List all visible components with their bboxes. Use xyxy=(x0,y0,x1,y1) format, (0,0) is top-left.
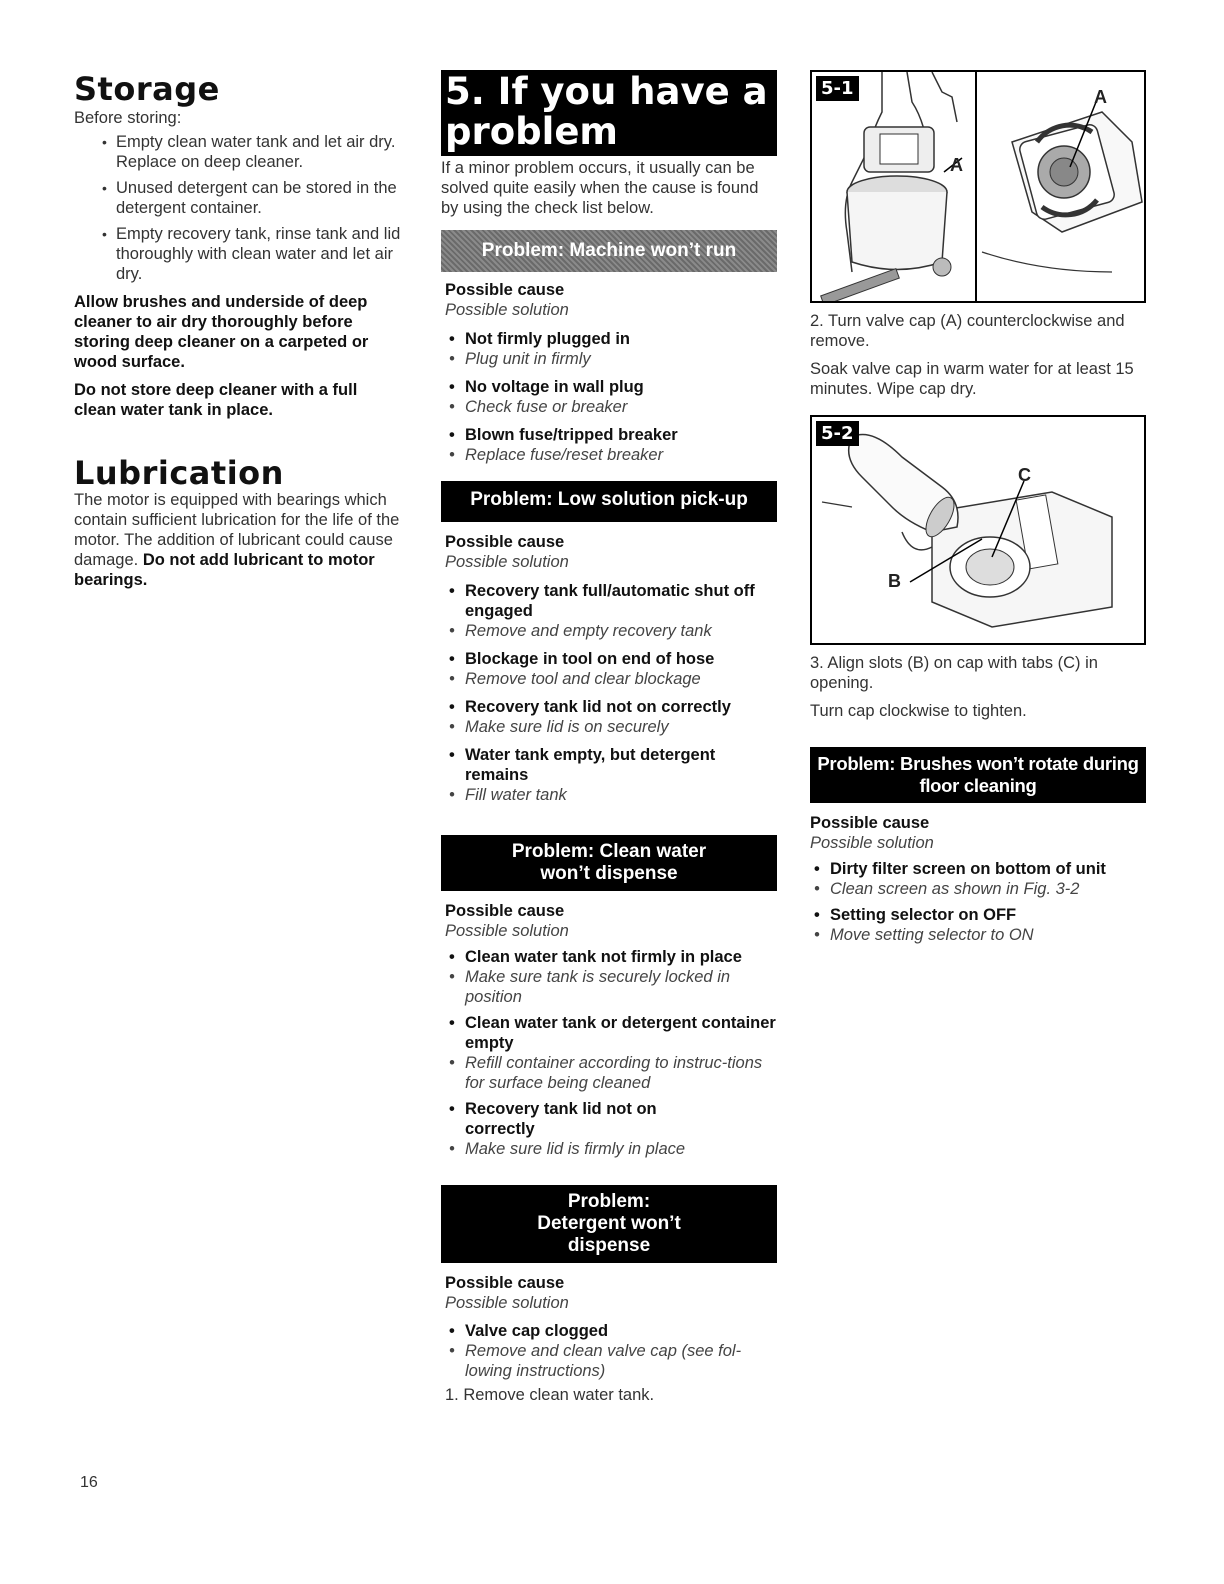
right-column xyxy=(810,70,1146,945)
solution-label: Possible solution xyxy=(445,922,569,940)
lubrication-heading: Lubrication xyxy=(74,454,284,492)
solution-item: • Fill water tank xyxy=(445,785,777,805)
callout-a-right: A xyxy=(1094,87,1107,107)
cause-item: • No voltage in wall plug xyxy=(445,377,777,397)
cause-item: • Clean water tank or detergent container empty xyxy=(445,1013,777,1053)
step-3: 3. Align slots (B) on cap with tabs (C) in opening. xyxy=(810,654,1098,692)
cause-item: • Recovery tank full/automatic shut off engaged xyxy=(445,581,777,621)
solution-label: Possible solution xyxy=(810,834,934,852)
middle-column xyxy=(441,70,777,1405)
problem-3-body xyxy=(441,901,777,1159)
storage-heading: Storage xyxy=(74,70,220,108)
solution-label: Possible solution xyxy=(445,1294,569,1312)
storage-warning-1: Allow brushes and underside of deep cleaner to air dry thoroughly before storing deep cleaner on a carpeted or wood surface. xyxy=(74,293,369,371)
title-line-1: 5. If you have a xyxy=(445,70,768,113)
step-1: 1. Remove clean water tank. xyxy=(445,1386,655,1404)
cause-item: • Not firmly plugged in xyxy=(445,329,777,349)
solution-item: • Remove and empty recovery tank xyxy=(445,621,777,641)
solution-item: • Move setting selector to ON xyxy=(810,925,1146,945)
figure-5-2-illustration xyxy=(812,417,1144,643)
cause-item: • Dirty filter screen on bottom of unit xyxy=(810,859,1146,879)
solution-label: Possible solution xyxy=(445,301,569,319)
problem-intro: If a minor problem occurs, it usually can be solved quite easily when the cause is found by using the check list below. xyxy=(441,159,759,217)
step-2: 2. Turn valve cap (A) counterclockwise and remove. xyxy=(810,312,1125,350)
soak-instructions: Soak valve cap in warm water for at least 15 minutes. Wipe cap dry. xyxy=(810,360,1134,398)
solution-item: • Make sure tank is securely locked in position xyxy=(445,967,777,1007)
cause-item: • Valve cap clogged xyxy=(445,1321,777,1341)
solution-item: • Check fuse or breaker xyxy=(445,397,777,417)
solution-item: • Replace fuse/reset breaker xyxy=(445,445,777,465)
list-item: • Empty recovery tank, rinse tank and lid thoroughly with clean water and let air dry. xyxy=(74,224,404,284)
problem-1-body xyxy=(441,280,777,465)
lubrication-warning: Do not add lubricant to motor bearings. xyxy=(74,551,375,589)
problem-5-body xyxy=(810,813,1146,945)
storage-list xyxy=(74,132,404,284)
solution-item: • Remove tool and clear blockage xyxy=(445,669,777,689)
callout-a-left: A xyxy=(950,155,963,175)
lubrication-text xyxy=(74,490,404,590)
solution-item: • Clean screen as shown in Fig. 3-2 xyxy=(810,879,1146,899)
problem-brushes-bar: Problem: Brushes won’t rotate during floor cleaning xyxy=(810,747,1146,803)
cause-item: • Clean water tank not firmly in place xyxy=(445,947,777,967)
list-item: • Empty clean water tank and let air dry. Replace on deep cleaner. xyxy=(74,132,404,172)
problem-section-title xyxy=(441,70,777,156)
cause-item: • Blown fuse/tripped breaker xyxy=(445,425,777,445)
problem-4-body xyxy=(441,1273,777,1405)
figure-5-1-label: 5-1 xyxy=(816,76,859,101)
cause-item: • Recovery tank lid not on correctly xyxy=(445,697,777,717)
solution-item: • Make sure lid is on securely xyxy=(445,717,777,737)
solution-item: • Make sure lid is firmly in place xyxy=(445,1139,777,1159)
cause-item: • Setting selector on OFF xyxy=(810,905,1146,925)
figure-5-1 xyxy=(810,70,1146,303)
lubrication-body: The motor is equipped with bearings which contain sufficient lubrication for the life of the motor. The addition of lubricant could cause damage. xyxy=(74,491,400,569)
cause-label: Possible cause xyxy=(445,281,565,299)
problem-machine-wont-run-bar: Problem: Machine won’t run xyxy=(441,230,777,272)
solution-item: • Plug unit in firmly xyxy=(445,349,777,369)
problem-clean-water-bar: Problem: Clean water won’t dispense xyxy=(441,835,777,891)
callout-b: B xyxy=(888,571,901,591)
cause-item: • Water tank empty, but detergent remains xyxy=(445,745,777,785)
page-number: 16 xyxy=(80,1474,98,1491)
callout-c: C xyxy=(1018,465,1031,485)
list-item: • Unused detergent can be stored in the detergent container. xyxy=(74,178,404,218)
turn-instructions: Turn cap clockwise to tighten. xyxy=(810,702,1027,720)
problem-2-body xyxy=(441,532,777,805)
solution-item: • Refill container according to instruc-tions for surface being cleaned xyxy=(445,1053,777,1093)
solution-item: • Remove and clean valve cap (see fol-lowing instructions) xyxy=(445,1341,777,1381)
storage-intro: Before storing: xyxy=(74,109,182,127)
left-column xyxy=(74,70,404,590)
title-line-2: problem xyxy=(445,110,618,153)
cause-label: Possible cause xyxy=(445,533,565,551)
cause-label: Possible cause xyxy=(445,1274,565,1292)
solution-label: Possible solution xyxy=(445,553,569,571)
cause-item: • Recovery tank lid not on correctly xyxy=(445,1099,777,1139)
cause-item: • Blockage in tool on end of hose xyxy=(445,649,777,669)
cause-label: Possible cause xyxy=(445,902,565,920)
problem-low-pickup-bar: Problem: Low solution pick-up xyxy=(441,481,777,522)
cause-label: Possible cause xyxy=(810,814,930,832)
figure-5-2 xyxy=(810,415,1146,645)
storage-warning-2: Do not store deep cleaner with a full clean water tank in place. xyxy=(74,381,358,419)
figure-5-2-label: 5-2 xyxy=(816,421,859,446)
problem-detergent-bar: Problem: Detergent won’t dispense xyxy=(441,1185,777,1263)
